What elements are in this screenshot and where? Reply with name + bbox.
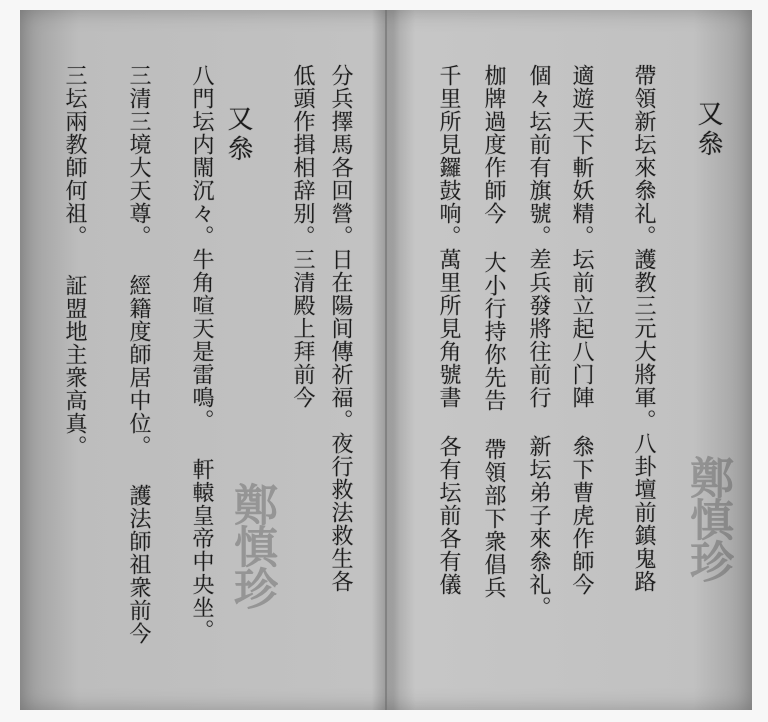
left-column-5: 三坛兩教師何祖。 証盟地主衆高真。 <box>62 64 87 458</box>
left-column-4: 三清三境大天尊。 經籍度師居中位。 護法師祖衆前今 <box>126 64 151 645</box>
seal-stamp-left: 鄭慎珍 <box>226 482 277 608</box>
right-section-heading: 又叅 <box>693 100 723 160</box>
left-column-3: 八門坛内閙沉々。牛角喧天是雷鳴。 軒轅皇帝中央坐。 <box>189 64 214 642</box>
right-column-5: 千里所見鑼鼓响。萬里所見角號書 各有坛前各有儀 <box>436 64 461 596</box>
left-section-heading: 又叅 <box>223 105 253 165</box>
left-column-1: 分兵擇馬各回營。日在陽间傳祈福。夜行救法救生各 <box>328 64 353 593</box>
right-column-3: 個々坛前有旗號。差兵發將往前行 新坛弟子來叅礼。 <box>526 64 551 619</box>
right-page <box>387 10 752 710</box>
left-page <box>20 10 385 710</box>
left-column-2: 低頭作揖相辞别。三清殿上拜前今 <box>290 64 315 409</box>
right-column-1: 帶領新坛來叅礼。護教三元大將軍。八卦壇前鎮鬼路 <box>631 64 656 593</box>
right-column-4: 枷牌過度作師今 大小行持你先告 帶領部下衆倡兵 <box>481 64 506 599</box>
open-manuscript-book <box>20 10 752 710</box>
seal-stamp-right: 鄭慎珍 <box>682 455 733 581</box>
right-column-2: 適遊天下斬妖精。坛前立起八门陣 叅下曹虎作師今 <box>569 64 594 596</box>
